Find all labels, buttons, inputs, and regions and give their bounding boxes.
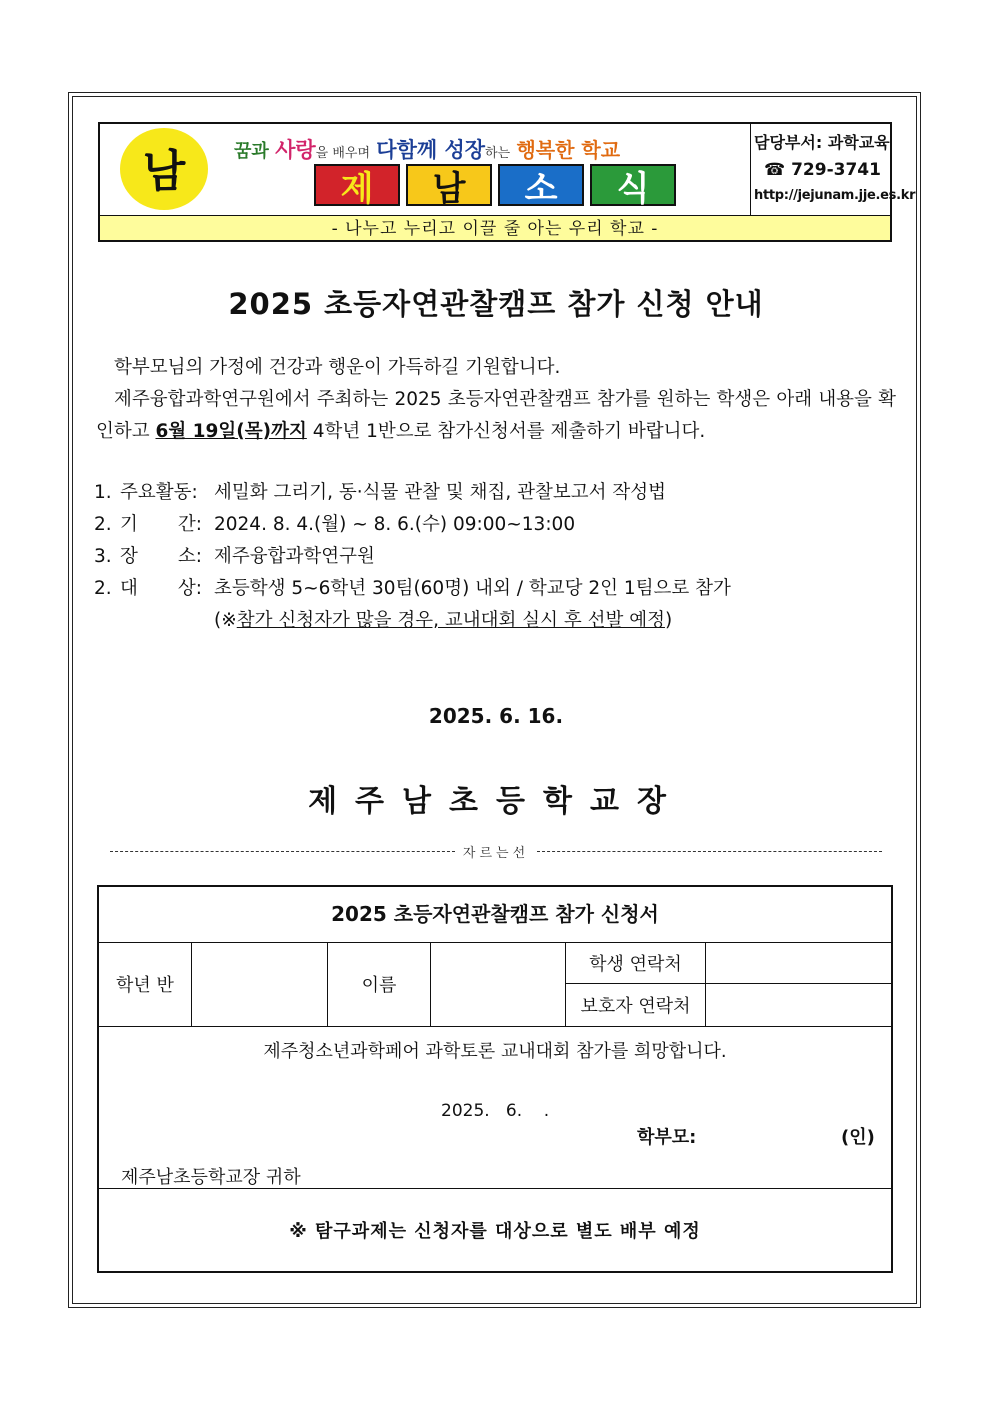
selection-note (94, 605, 914, 637)
grade-class-field[interactable] (192, 942, 328, 1026)
item-key: 주요활동: (120, 482, 198, 503)
item-key (120, 541, 202, 573)
details-list (94, 477, 914, 637)
logo-glyph: 남 (142, 146, 186, 197)
document-title: 2025 초등자연관찰캠프 참가 신청 안내 (228, 287, 764, 321)
item-key-part: 간: (177, 514, 202, 535)
student-contact-field[interactable] (706, 942, 891, 984)
school-url[interactable]: http://jejunam.jje.es.kr (754, 188, 916, 203)
title-tile: 남 (406, 164, 492, 206)
header-banner (100, 124, 751, 215)
item-key-part: 대 (120, 578, 138, 599)
form-title: 2025 초등자연관찰캠프 참가 신청서 (99, 887, 891, 943)
greeting-paragraph: 학부모님의 가정에 건강과 행운이 가득하길 기원합니다. (114, 357, 561, 378)
student-contact-label: 학생 연락처 (566, 942, 706, 984)
note-suffix: ) (664, 610, 673, 631)
name-label: 이름 (328, 942, 431, 1026)
slogan-part: 사랑 (275, 138, 316, 162)
parent-contact-label: 보호자 연락처 (566, 984, 706, 1026)
principal-signature: 제주남초등학교장 (308, 784, 684, 819)
item-key-part: 장 (120, 546, 138, 567)
contact-info (750, 124, 916, 215)
grade-class-label: 학년 반 (99, 942, 192, 1026)
slogan (234, 134, 750, 164)
item-key-part: 기 (120, 514, 138, 535)
school-motto: - 나누고 누리고 이끌 줄 아는 우리 학교 - (100, 215, 890, 240)
contact-divider (566, 983, 891, 984)
note-text: 참가 신청자가 많을 경우, 교내대회 실시 후 선발 예정 (236, 610, 665, 631)
form-date[interactable]: 2025. 6. . (441, 1101, 550, 1121)
issue-date: 2025. 6. 16. (428, 704, 564, 728)
item-value: 초등학생 5~6학년 30팀(60명) 내외 / 학교당 2인 1팀으로 참가 (214, 578, 731, 599)
parent-contact-field[interactable] (706, 984, 891, 1026)
item-number: 2. (94, 578, 112, 599)
item-key (120, 509, 202, 541)
list-item (94, 477, 914, 509)
slogan-part: 꿈과 (234, 141, 269, 162)
item-key-part: 소: (177, 546, 202, 567)
slogan-part: 하는 (485, 146, 511, 161)
application-form (97, 885, 893, 1273)
newsletter-name (314, 164, 676, 210)
list-item (94, 573, 914, 605)
item-number: 1. (94, 482, 112, 503)
list-item (94, 509, 914, 541)
item-value: 2024. 8. 4.(월) ~ 8. 6.(수) 09:00~13:00 (214, 514, 576, 535)
addressee: 제주남초등학교장 귀하 (121, 1167, 301, 1188)
slogan-part: 을 배우며 (315, 146, 371, 161)
form-declaration (99, 1026, 891, 1190)
school-logo-icon (120, 128, 208, 210)
deadline: 6월 19일(목)까지 (155, 421, 307, 442)
slogan-part: 행복한 학교 (516, 138, 621, 162)
item-value: 세밀화 그리기, 동·식물 관찰 및 채집, 관찰보고서 작성법 (214, 482, 666, 503)
participation-statement: 제주청소년과학페어 과학토론 교내대회 참가를 희망합니다. (263, 1041, 727, 1062)
list-item (94, 541, 914, 573)
instruction-text: 제주융합과학연구원에서 주최하는 2025 초등자연관찰캠프 참가를 원하는 학생은 아래 내용을 확인하고 (96, 389, 896, 442)
title-tile: 소 (498, 164, 584, 206)
cut-label: 자르는선 (462, 846, 530, 861)
title-tile: 식 (590, 164, 676, 206)
newsletter-header (98, 122, 916, 242)
item-key-part: 상: (177, 578, 202, 599)
item-value: 제주융합과학연구원 (214, 546, 375, 567)
note-prefix: (※ (214, 610, 237, 631)
slogan-part: 다함께 성장 (376, 138, 486, 162)
cut-line (110, 842, 882, 861)
item-number: 2. (94, 514, 112, 535)
form-footnote: ※ 탐구과제는 신청자를 대상으로 별도 배부 예정 (99, 1188, 891, 1271)
item-number: 3. (94, 546, 112, 567)
item-key (120, 573, 202, 605)
instruction-paragraph (96, 384, 896, 448)
school-logo (120, 128, 208, 210)
parent-signature-label: 학부모: (637, 1127, 697, 1148)
cut-dash (110, 851, 455, 852)
instruction-text: 4학년 1반으로 참가신청서를 제출하기 바랍니다. (306, 421, 706, 442)
phone-number: ☎ 729-3741 (764, 160, 881, 180)
department: 담당부서: 과학교육 (754, 133, 890, 152)
title-tile: 제 (314, 164, 400, 206)
name-field[interactable] (431, 942, 566, 1026)
seal-mark: (인) (841, 1127, 875, 1148)
cut-dash (537, 851, 882, 852)
